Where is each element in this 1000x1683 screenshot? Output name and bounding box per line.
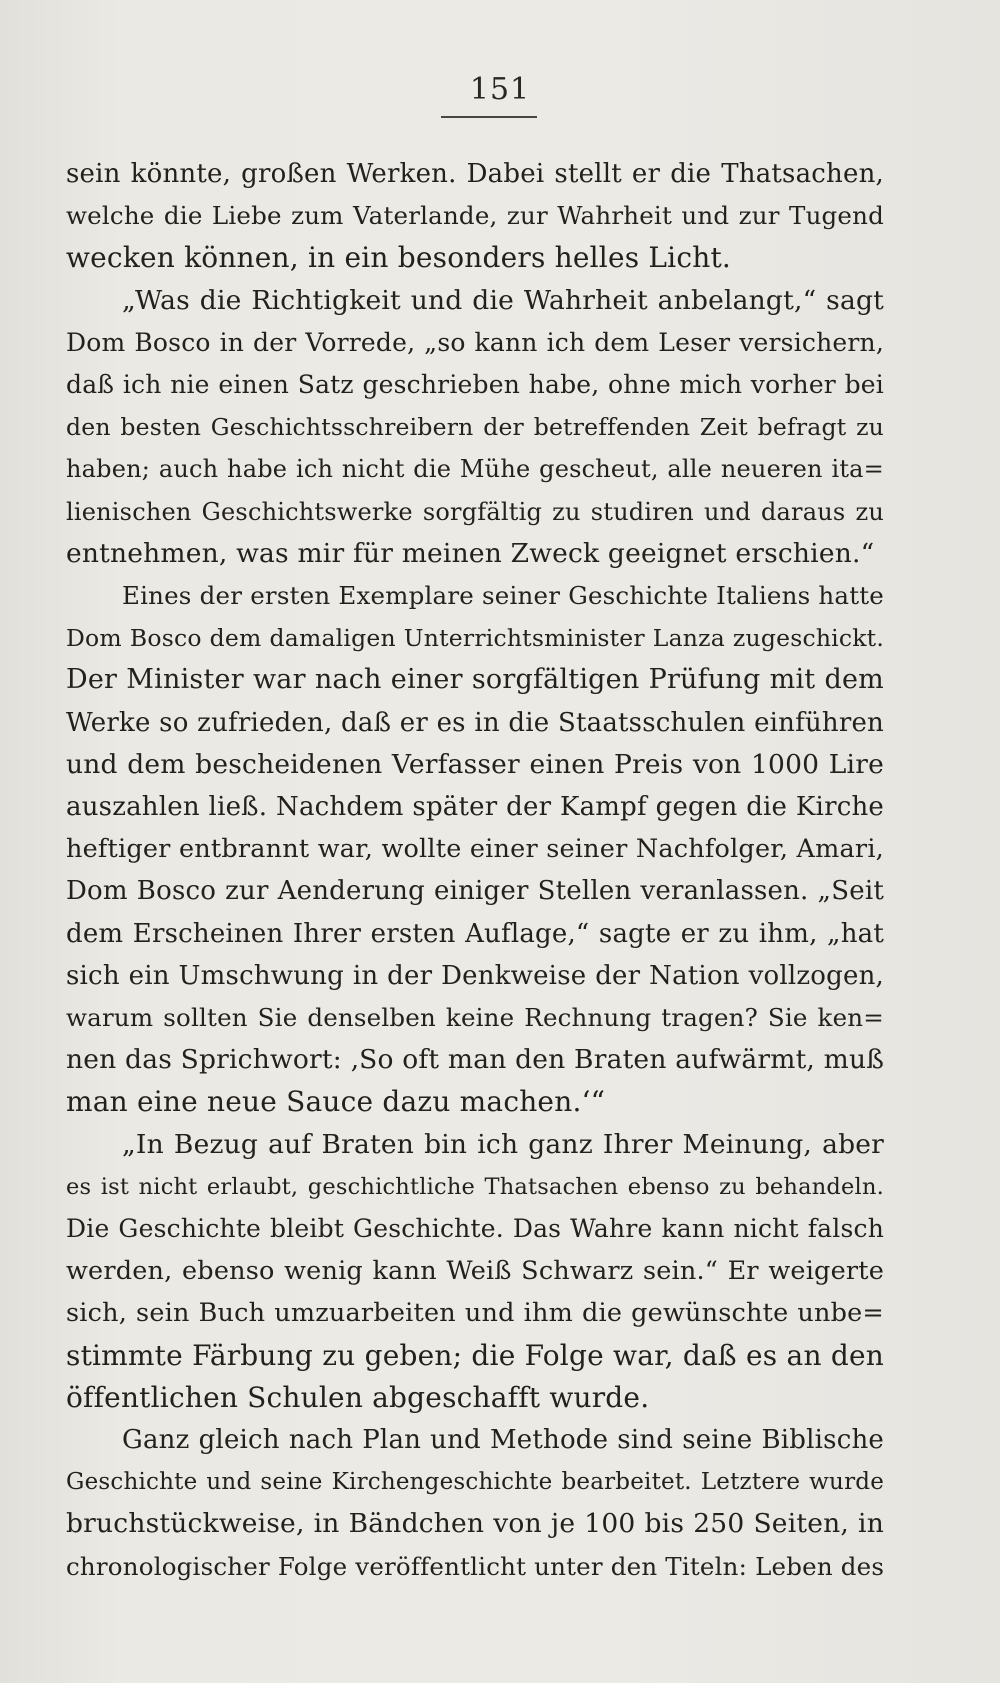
text-line: lienischen Geschichtswerke sorgfältig zu studiren und daraus zu xyxy=(66,497,884,526)
text-line: daß ich nie einen Satz geschrieben habe, ohne mich vorher bei xyxy=(66,370,884,399)
text-line: sich ein Umschwung in der Denkweise der Nation vollzogen, xyxy=(66,960,884,991)
text-line: und dem bescheidenen Verfasser einen Preis von 1000 Lire xyxy=(66,748,884,780)
text-line: Ganz gleich nach Plan und Methode sind seine Biblische xyxy=(122,1425,884,1455)
text-line: sein könnte, großen Werken. Dabei stellt er die Thatsachen, xyxy=(66,159,884,189)
page-number: 151 xyxy=(469,72,531,107)
text-line: Dom Bosco in der Vorrede, „so kann ich dem Leser versichern, xyxy=(66,327,884,357)
text-line: Dom Bosco dem damaligen Unterrichtsminister Lanza zugeschickt. xyxy=(66,624,884,653)
text-line: nen das Sprichwort: ‚So oft man den Braten aufwärmt, muß xyxy=(66,1044,885,1076)
text-line: es ist nicht erlaubt, geschichtliche Thatsachen ebenso zu behandeln. xyxy=(66,1173,884,1200)
text-line: öffentlichen Schulen abgeschafft wurde. xyxy=(66,1380,650,1414)
text-line: sich, sein Buch umzuarbeiten und ihm die gewünschte unbe= xyxy=(66,1298,884,1329)
text-line: Werke so zufrieden, daß er es in die Staatsschulen einführen xyxy=(66,707,884,738)
text-line: Dom Bosco zur Aenderung einiger Stellen veranlassen. „Seit xyxy=(66,876,884,907)
text-line: Der Minister war nach einer sorgfältigen Prüfung mit dem xyxy=(66,664,884,696)
text-line: entnehmen, was mir für meinen Zweck geeignet erschien.“ xyxy=(66,537,875,569)
text-line: den besten Geschichtsschreibern der betreffenden Zeit befragt zu xyxy=(66,413,884,442)
text-line: „Was die Richtigkeit und die Wahrheit anbelangt,“ sagt xyxy=(122,284,884,316)
text-line: dem Erscheinen Ihrer ersten Auflage,“ sagte er zu ihm, „hat xyxy=(66,918,884,949)
text-line: welche die Liebe zum Vaterlande, zur Wahrheit und zur Tugend xyxy=(66,201,884,231)
text-line: stimmte Färbung zu geben; die Folge war, daß es an den xyxy=(66,1338,884,1372)
text-line: „In Bezug auf Braten bin ich ganz Ihrer Meinung, aber xyxy=(122,1128,884,1160)
text-line: Eines der ersten Exemplare seiner Geschichte Italiens hatte xyxy=(122,581,884,610)
text-line: Die Geschichte bleibt Geschichte. Das Wahre kann nicht falsch xyxy=(66,1214,884,1243)
text-line: man eine neue Sauce dazu machen.‘“ xyxy=(66,1085,606,1119)
text-line: wecken können, in ein besonders helles Licht. xyxy=(66,241,732,275)
text-line: warum sollten Sie denselben keine Rechnung tragen? Sie ken= xyxy=(66,1003,884,1032)
text-line: auszahlen ließ. Nachdem später der Kampf gegen die Kirche xyxy=(66,792,884,822)
text-line: werden, ebenso wenig kann Weiß Schwarz sein.“ Er weigerte xyxy=(66,1256,884,1287)
text-line: Geschichte und seine Kirchengeschichte bearbeitet. Letztere wurde xyxy=(66,1469,884,1496)
text-line: bruchstückweise, in Bändchen von je 100 bis 250 Seiten, in xyxy=(66,1508,884,1540)
text-line: haben; auch habe ich nicht die Mühe gescheut, alle neueren ita= xyxy=(66,455,884,484)
text-line: heftiger entbrannt war, wollte einer seiner Nachfolger, Amari, xyxy=(66,834,884,865)
text-line: chronologischer Folge veröffentlicht unter den Titeln: Leben des xyxy=(66,1551,885,1581)
